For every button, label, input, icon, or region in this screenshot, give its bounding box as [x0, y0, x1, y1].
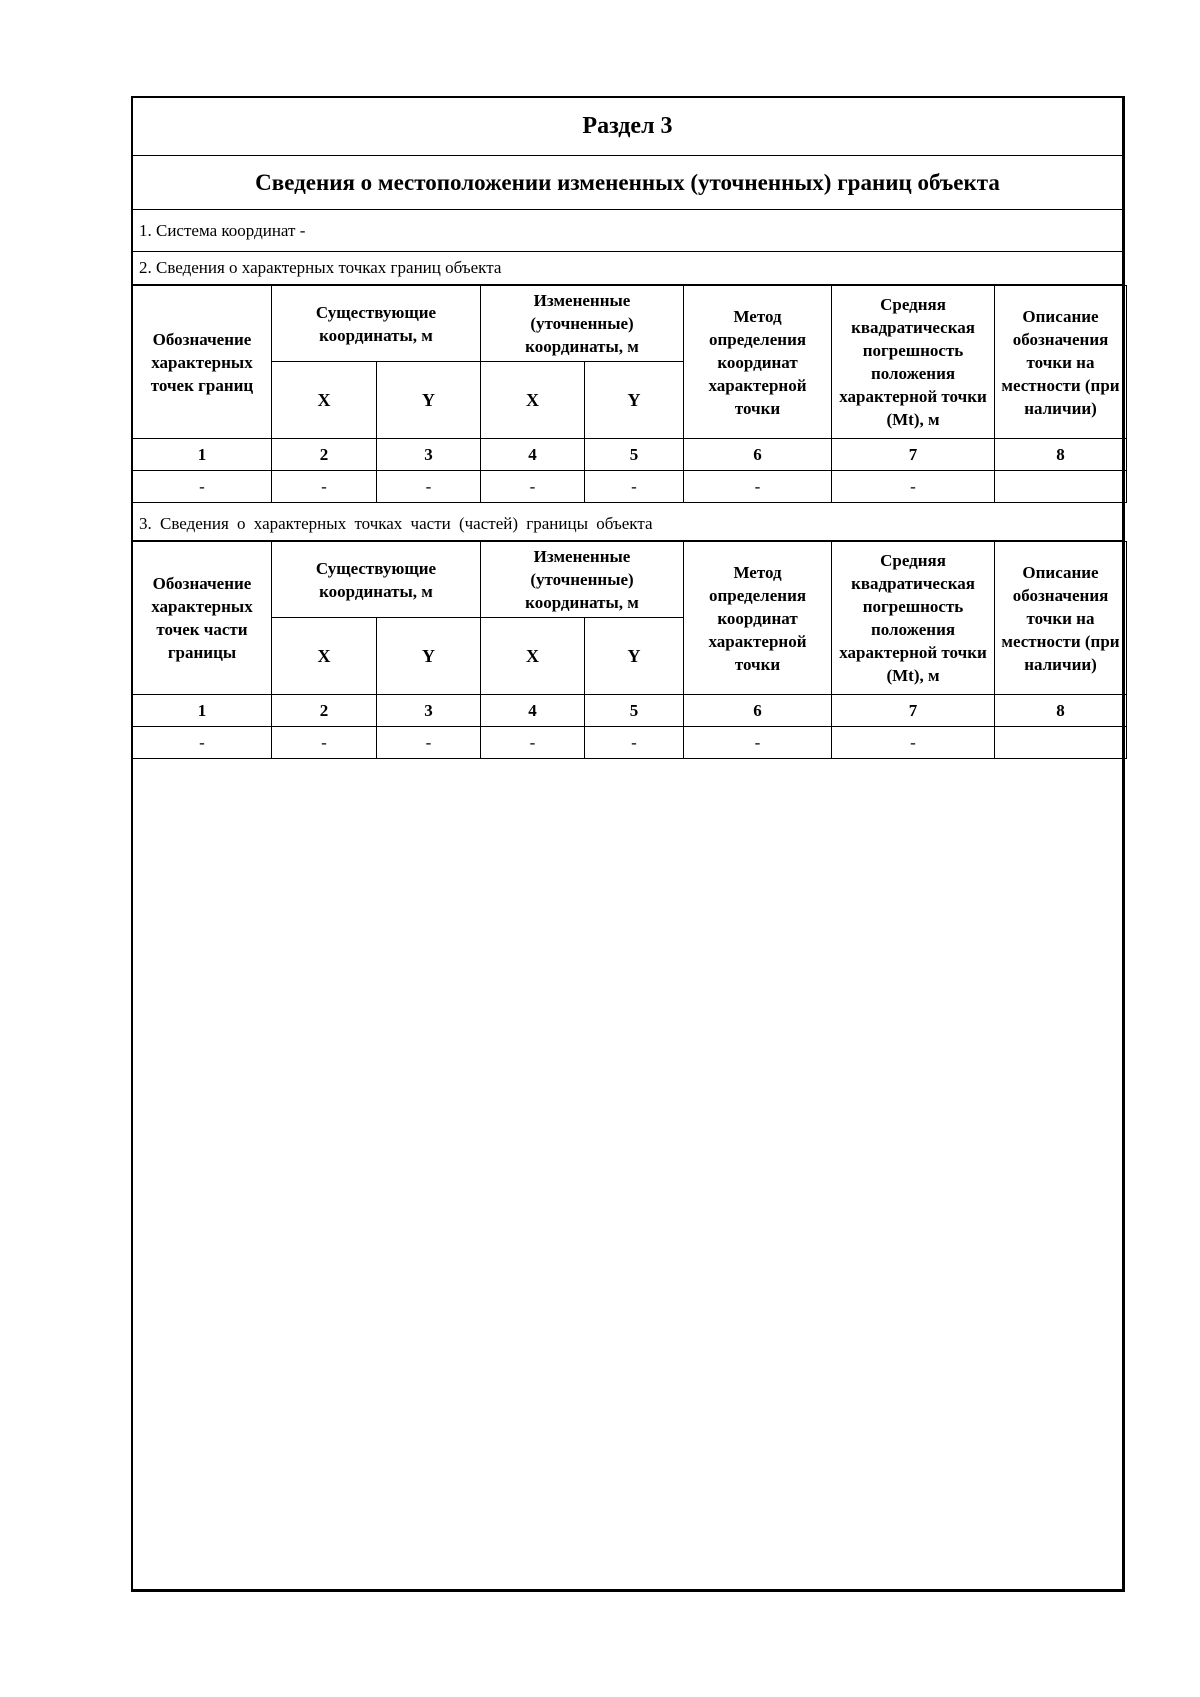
header-point-designation: Обозначение характерных точек части границы [133, 542, 272, 695]
boundary-points-table [132, 285, 1127, 503]
coordinate-system-line: 1. Система координат - [133, 210, 1122, 252]
section-title: Раздел 3 [133, 98, 1122, 156]
header-error: Средняя квадратическая погрешность положения характерной точки (Mt), м [832, 286, 995, 439]
column-number: 8 [995, 439, 1127, 471]
table-cell: - [133, 471, 272, 503]
column-number: 5 [585, 439, 684, 471]
column-number: 6 [684, 695, 832, 727]
header-existing-coords: Существующие координаты, м [272, 286, 481, 362]
table-cell: - [272, 727, 377, 759]
header-method: Метод определения координат характерной точки [684, 286, 832, 439]
table-cell [995, 471, 1127, 503]
table-cell: - [481, 727, 585, 759]
header-y: Y [377, 362, 481, 439]
header-error: Средняя квадратическая погрешность положения характерной точки (Mt), м [832, 542, 995, 695]
header-x: X [481, 362, 585, 439]
column-number: 6 [684, 439, 832, 471]
table-header-row [133, 286, 1127, 362]
header-existing-coords: Существующие координаты, м [272, 542, 481, 618]
section3-caption: 3. Сведения о характерных точках части (частей) границы объекта [133, 508, 1122, 541]
header-description: Описание обозначения точки на местности (при наличии) [995, 286, 1127, 439]
header-x: X [272, 362, 377, 439]
table-cell: - [832, 727, 995, 759]
column-number: 1 [133, 695, 272, 727]
column-number: 8 [995, 695, 1127, 727]
header-description: Описание обозначения точки на местности (при наличии) [995, 542, 1127, 695]
boundary-part-points-table [132, 541, 1127, 759]
table-cell: - [133, 727, 272, 759]
column-number: 7 [832, 695, 995, 727]
table-row [133, 727, 1127, 759]
header-y: Y [585, 618, 684, 695]
column-number-row [133, 439, 1127, 471]
table-cell [995, 727, 1127, 759]
table-cell: - [272, 471, 377, 503]
header-changed-coords: Измененные (уточненные) координаты, м [481, 542, 684, 618]
column-number: 5 [585, 695, 684, 727]
column-number-row [133, 695, 1127, 727]
table-cell: - [684, 727, 832, 759]
table-cell: - [481, 471, 585, 503]
column-number: 2 [272, 439, 377, 471]
header-method: Метод определения координат характерной точки [684, 542, 832, 695]
column-number: 1 [133, 439, 272, 471]
header-y: Y [377, 618, 481, 695]
section2-caption: 2. Сведения о характерных точках границ объекта [133, 252, 1122, 285]
column-number: 3 [377, 439, 481, 471]
column-number: 7 [832, 439, 995, 471]
column-number: 4 [481, 695, 585, 727]
table-cell: - [585, 471, 684, 503]
table-cell: - [832, 471, 995, 503]
header-x: X [481, 618, 585, 695]
column-number: 4 [481, 439, 585, 471]
table-cell: - [684, 471, 832, 503]
table-cell: - [585, 727, 684, 759]
table-header-row [133, 542, 1127, 618]
table-cell: - [377, 727, 481, 759]
table-cell: - [377, 471, 481, 503]
document-frame [131, 96, 1125, 1592]
table-row [133, 471, 1127, 503]
header-y: Y [585, 362, 684, 439]
section-subtitle: Сведения о местоположении измененных (уточненных) границ объекта [133, 156, 1122, 210]
column-number: 3 [377, 695, 481, 727]
header-changed-coords: Измененные (уточненные) координаты, м [481, 286, 684, 362]
column-number: 2 [272, 695, 377, 727]
header-point-designation: Обозначение характерных точек границ [133, 286, 272, 439]
header-x: X [272, 618, 377, 695]
